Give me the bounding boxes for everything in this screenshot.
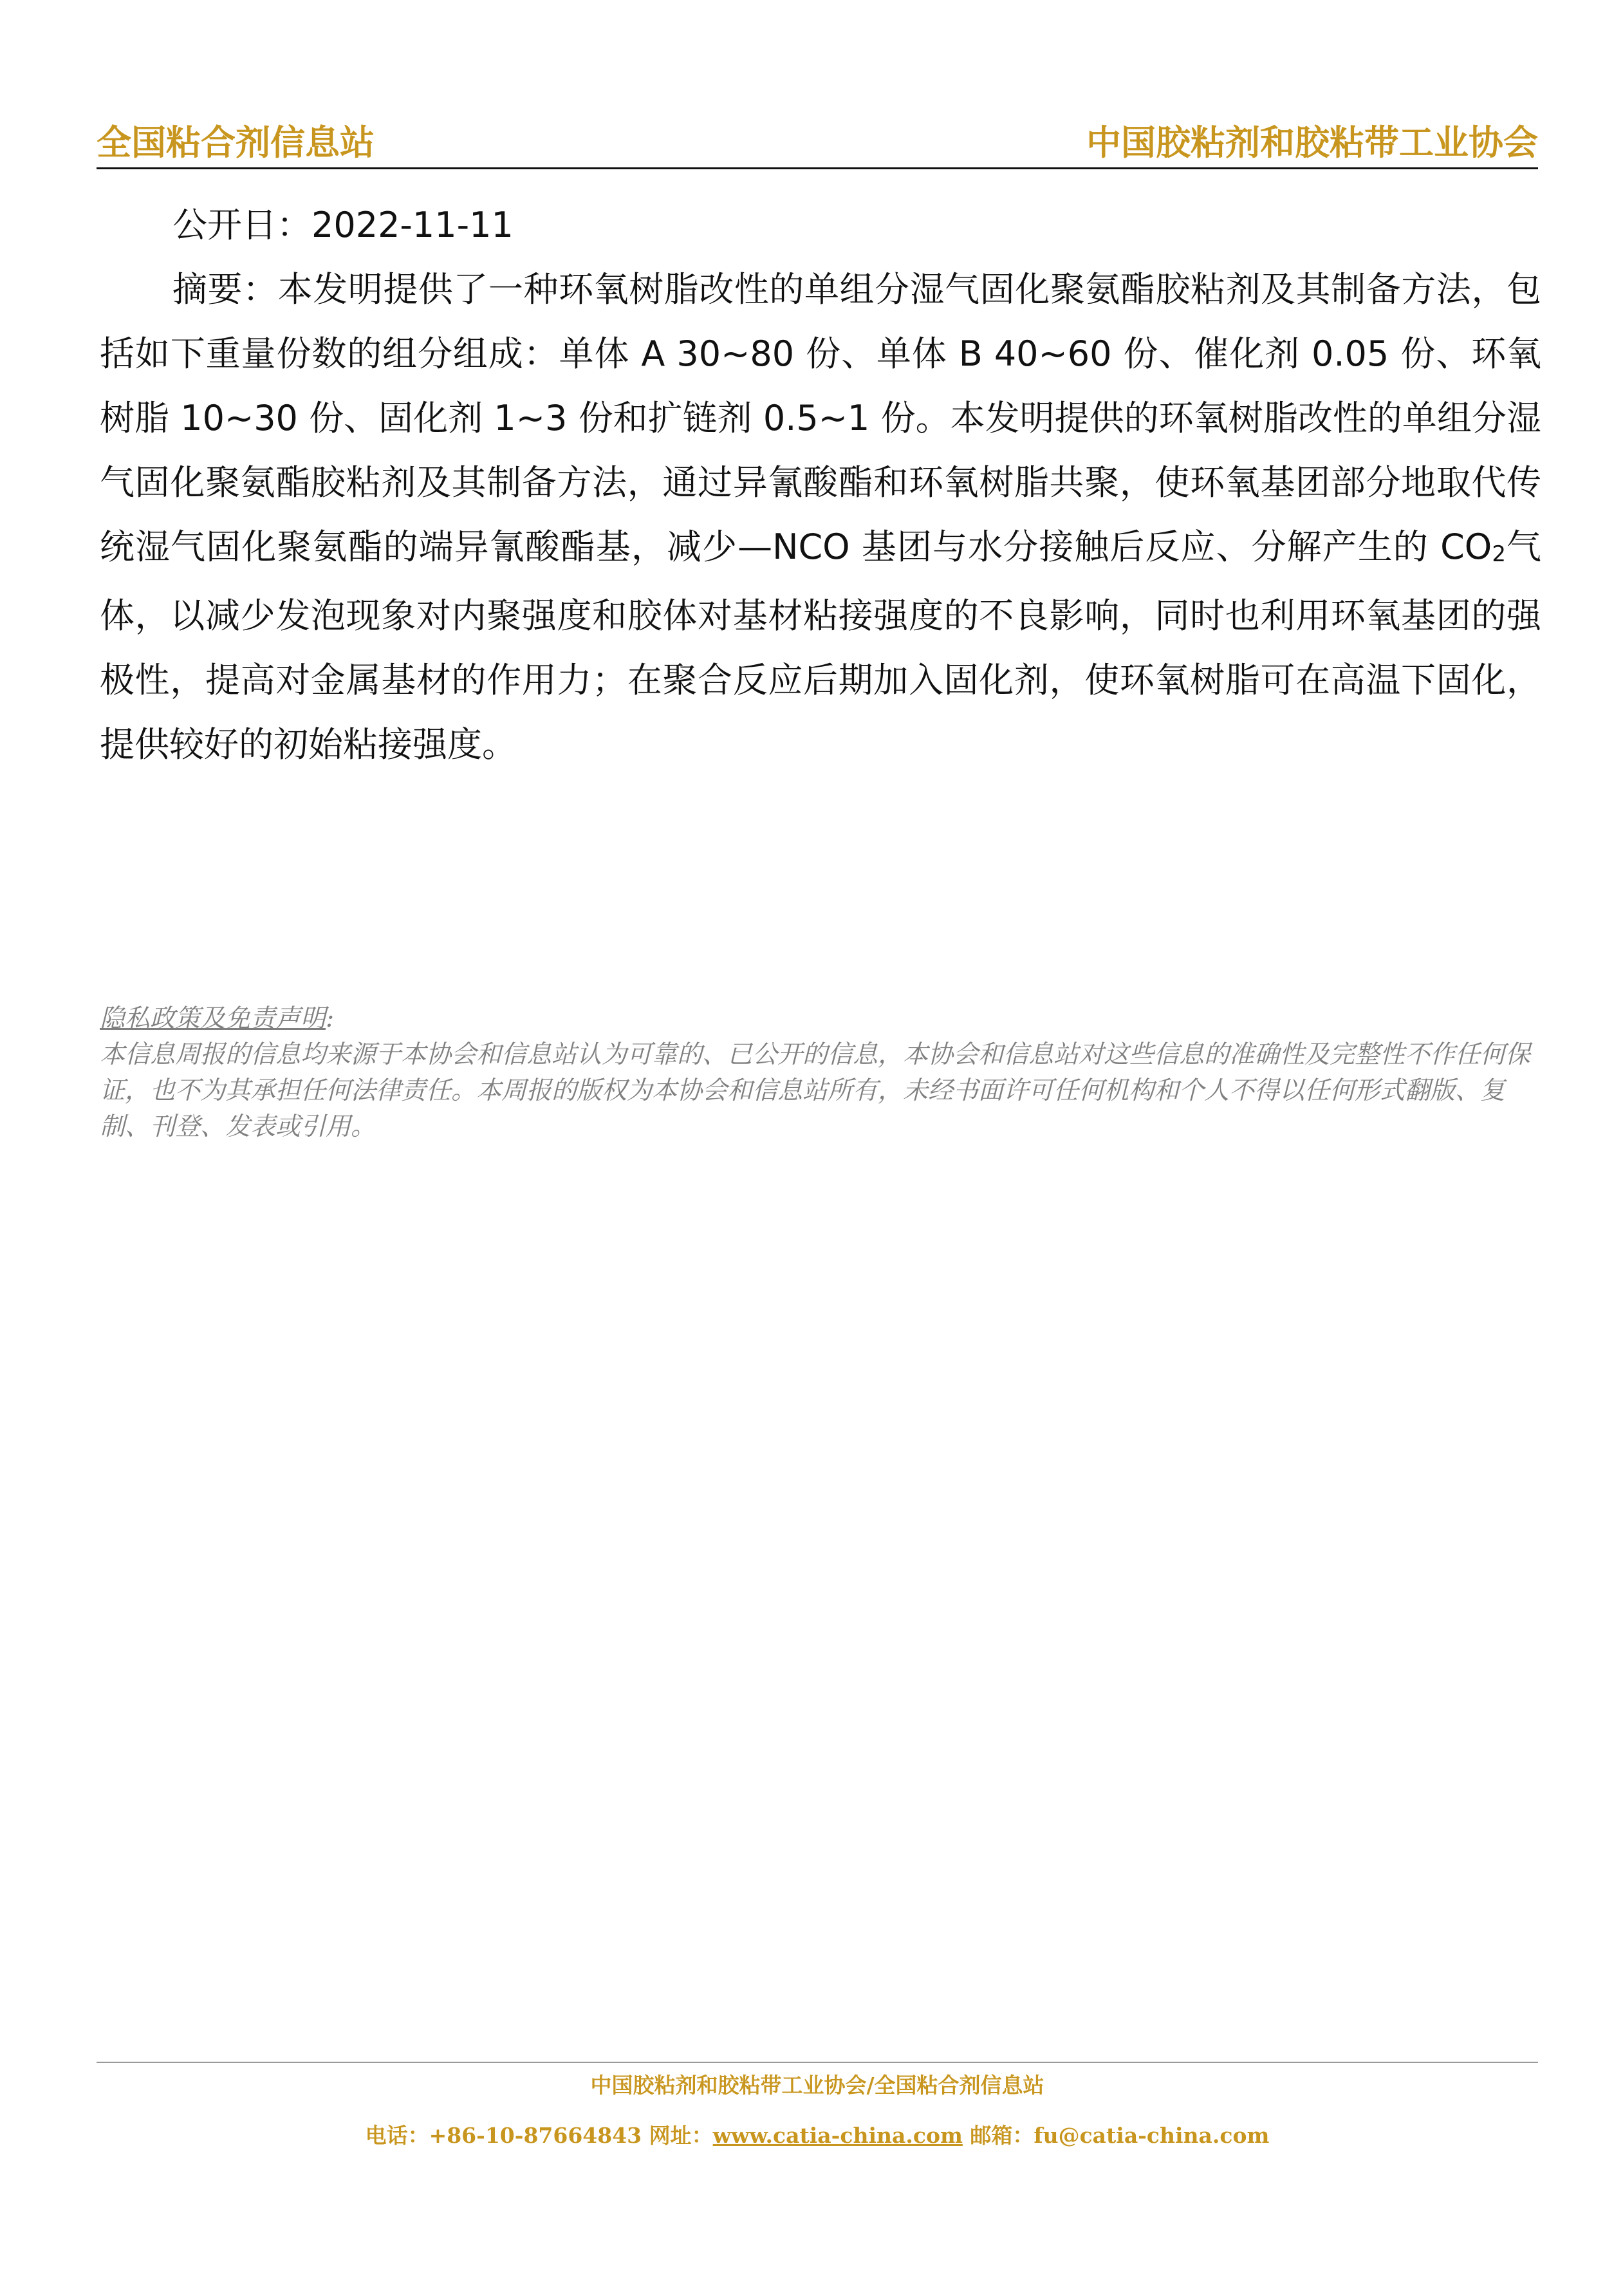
publication-date: 公开日：2022-11-11 xyxy=(172,205,514,245)
footer-organization: 中国胶粘剂和胶粘带工业协会/全国粘合剂信息站 xyxy=(590,2073,1044,2098)
website-label: 网址： xyxy=(642,2123,713,2148)
phone-number: +86-10-87664843 xyxy=(429,2123,642,2148)
header-divider xyxy=(97,167,1538,169)
abstract-paragraph xyxy=(100,257,1541,777)
footer-divider xyxy=(97,2062,1538,2063)
disclaimer-body: 本信息周报的信息均来源于本协会和信息站认为可靠的、已公开的信息，本协会和信息站对这些信息的准确性及完整性不作任何保证，也不为其承担任何法律责任。本周报的版权为本协会和信息站所有，未经书面许可任何机构和个人不得以任何形式翻版、复制、刊登、发表或引用。 xyxy=(100,1040,1531,1141)
header-site-name: 全国粘合剂信息站 xyxy=(97,122,375,163)
patent-content xyxy=(100,193,1541,777)
abstract-text-part2: 气体，以减少发泡现象对内聚强度和胶体对基材粘接强度的不良影响，同时也利用环氧基团的强极性，提高对金属基材的作用力；在聚合反应后期加入固化剂，使环氧树脂可在高温下固化，提供较好的初始粘接强度。 xyxy=(100,527,1542,765)
footer-contact xyxy=(97,2120,1538,2152)
disclaimer-heading xyxy=(100,1001,1541,1037)
website-link[interactable]: www.catia-china.com xyxy=(712,2123,963,2148)
disclaimer-section xyxy=(100,1001,1541,1145)
email-label: 邮箱： xyxy=(962,2123,1034,2148)
disclaimer-title: 隐私政策及免责声明 xyxy=(100,1004,326,1033)
disclaimer-colon: : xyxy=(326,1004,335,1033)
abstract-text-part1: 摘要：本发明提供了一种环氧树脂改性的单组分湿气固化聚氨酯胶粘剂及其制备方法，包括如下重量份数的组分组成：单体 A 30~80 份、单体 B 40~60 份、催化剂 0.05 份、环氧树脂 10~30 份、固化剂 1~3 份和扩链剂 0.5~1 份。本发明提供的环氧树脂改性的单组分湿气固化聚氨酯胶粘剂及其制备方法，通过异氰酸酯和环氧树脂共聚，使环氧基团部分地取代传统湿气固化聚氨酯的端异氰酸酯基，减少—NCO 基团与水分接触后反应、分解产生的 CO xyxy=(100,269,1541,567)
email-address: fu@catia-china.com xyxy=(1034,2123,1270,2148)
co2-subscript: 2 xyxy=(1492,541,1506,567)
page-header xyxy=(97,120,1538,171)
header-association-name: 中国胶粘剂和胶粘带工业协会 xyxy=(1086,122,1538,163)
phone-label: 电话： xyxy=(365,2123,429,2148)
